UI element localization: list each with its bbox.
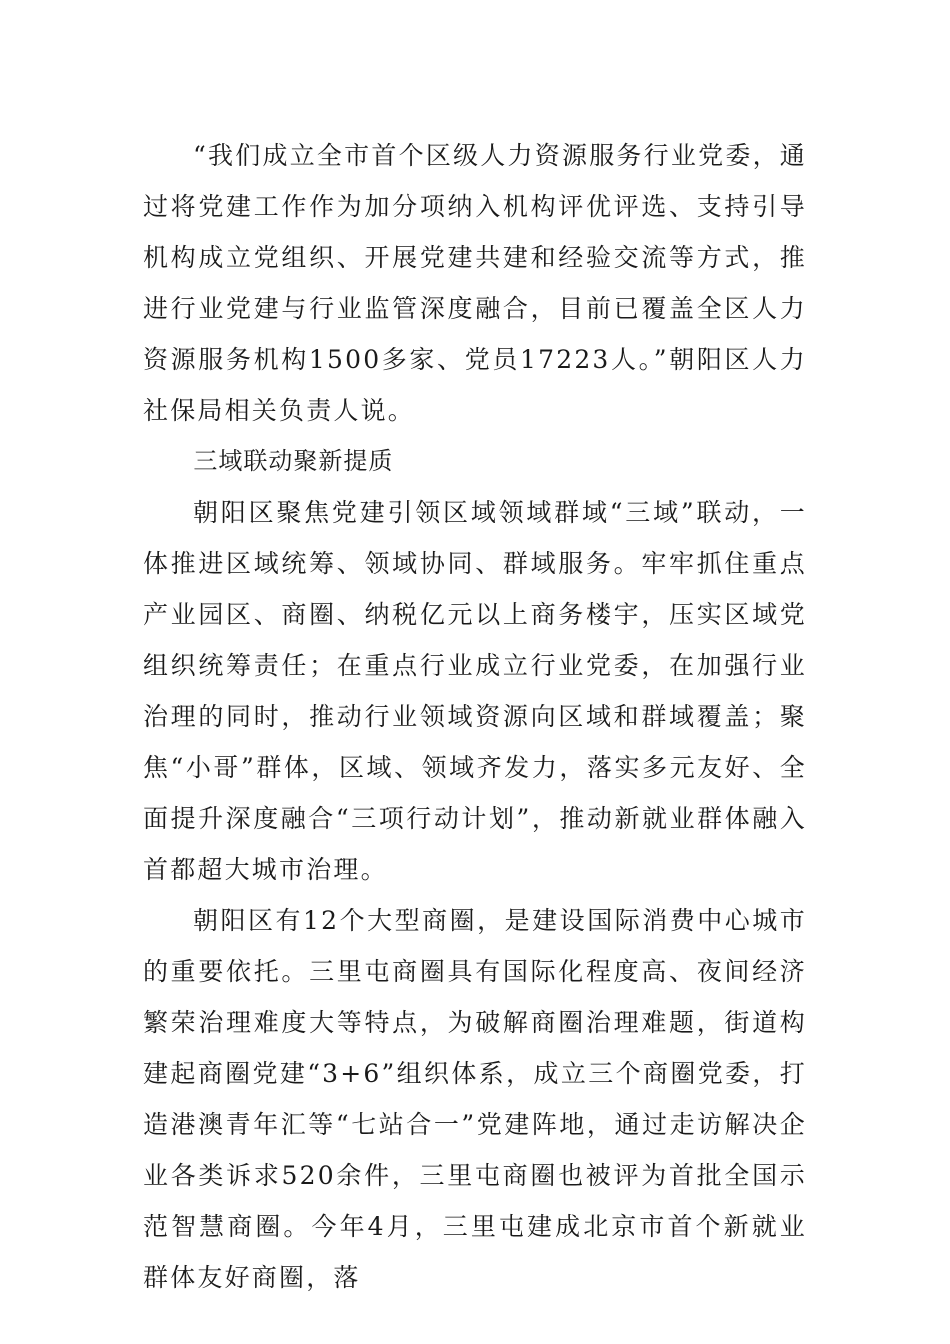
document-body [143, 130, 807, 1303]
paragraph-business-districts: 朝阳区有12个大型商圈，是建设国际消费中心城市的重要依托。三里屯商圈具有国际化程度高、夜间经济繁荣治理难度大等特点，为破解商圈治理难题，街道构建起商圈党建“3+6”组织体系，成立三个商圈党委，打造港澳青年汇等“七站合一”党建阵地，通过走访解决企业各类诉求520余件，三里屯商圈也被评为首批全国示范智慧商圈。今年4月，三里屯建成北京市首个新就业群体友好商圈，落 [143, 906, 807, 1292]
paragraph-quote: “我们成立全市首个区级人力资源服务行业党委，通过将党建工作作为加分项纳入机构评优评选、支持引导机构成立党组织、开展党建共建和经验交流等方式，推进行业党建与行业监管深度融合，目前已覆盖全区人力资源服务机构1500多家、党员17223人。”朝阳区人力社保局相关负责人说。 [143, 141, 807, 425]
section-heading: 三域联动聚新提质 [193, 447, 394, 475]
paragraph-three-domains: 朝阳区聚焦党建引领区域领域群域“三域”联动，一体推进区域统筹、领域协同、群域服务。牢牢抓住重点产业园区、商圈、纳税亿元以上商务楼宇，压实区域党组织统筹责任；在重点行业成立行业党委，在加强行业治理的同时，推动行业领域资源向区域和群域覆盖；聚焦“小哥”群体，区域、领域齐发力，落实多元友好、全面提升深度融合“三项行动计划”，推动新就业群体融入首都超大城市治理。 [143, 498, 807, 884]
